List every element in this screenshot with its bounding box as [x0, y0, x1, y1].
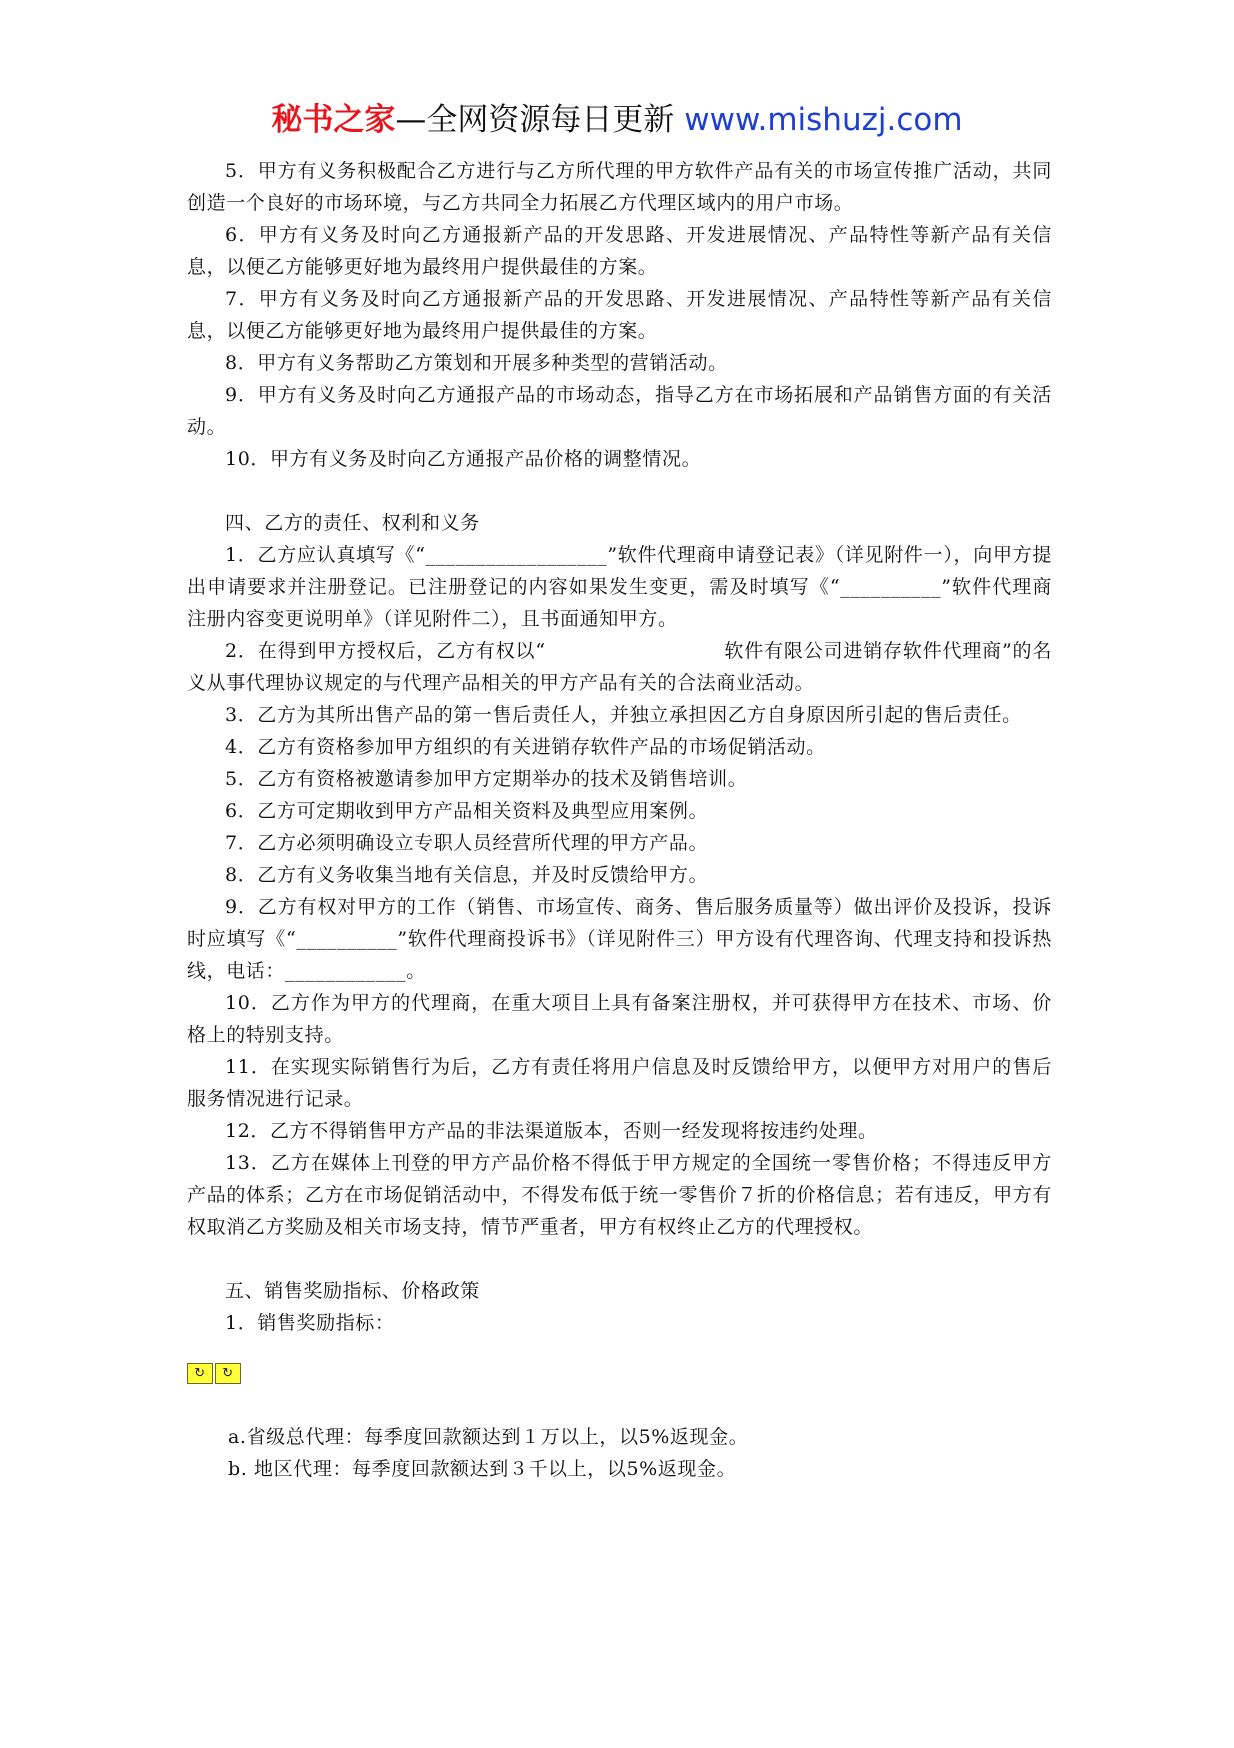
spacer: [187, 475, 1052, 507]
paragraph: 9．甲方有义务及时向乙方通报产品的市场动态，指导乙方在市场拓展和产品销售方面的有关活动。: [187, 384, 1052, 438]
paragraph: 3．乙方为其所出售产品的第一售后责任人，并独立承担因乙方自身原因所引起的售后责任。: [225, 704, 1022, 726]
paragraph: 1．销售奖励指标：: [225, 1312, 395, 1334]
paragraph: 5．甲方有义务积极配合乙方进行与乙方所代理的甲方软件产品有关的市场宣传推广活动，共同创造一个良好的市场环境，与乙方共同全力拓展乙方代理区域内的用户市场。: [187, 160, 1052, 214]
sub-item: a.省级总代理：每季度回款额达到１万以上，以5%返现金。: [228, 1426, 749, 1448]
paragraph: 10．甲方有义务及时向乙方通报产品价格的调整情况。: [225, 448, 702, 470]
paragraph: 8．乙方有义务收集当地有关信息，并及时反馈给甲方。: [225, 864, 709, 886]
header-url[interactable]: www.mishuzj.com: [674, 102, 963, 138]
document-body: [187, 155, 1052, 1485]
paragraph: 6．乙方可定期收到甲方产品相关资料及典型应用案例。: [225, 800, 709, 822]
paragraph: 6．甲方有义务及时向乙方通报新产品的开发思路、开发进展情况、产品特性等新产品有关信息，以便乙方能够更好地为最终用户提供最佳的方案。: [187, 224, 1052, 278]
site-header: [0, 100, 1234, 140]
paragraph: 12．乙方不得销售甲方产品的非法渠道版本，否则一经发现将按违约处理。: [225, 1120, 878, 1142]
embedded-object-icon[interactable]: ↻: [187, 1363, 213, 1384]
paragraph: 11．在实现实际销售行为后，乙方有责任将用户信息及时反馈给甲方，以便甲方对用户的售后服务情况进行记录。: [187, 1056, 1052, 1110]
section-heading: 四、乙方的责任、权利和义务: [225, 512, 480, 534]
paragraph: 7．乙方必须明确设立专职人员经营所代理的甲方产品。: [225, 832, 709, 854]
sub-item: b. 地区代理：每季度回款额达到３千以上，以5%返现金。: [228, 1458, 737, 1480]
embedded-objects: [187, 1363, 1052, 1385]
paragraph: 10．乙方作为甲方的代理商，在重大项目上具有备案注册权，并可获得甲方在技术、市场、价格上的特别支持。: [187, 992, 1052, 1046]
spacer: [187, 1243, 1052, 1275]
paragraph: 5．乙方有资格被邀请参加甲方定期举办的技术及销售培训。: [225, 768, 748, 790]
paragraph: 4．乙方有资格参加甲方组织的有关进销存软件产品的市场促销活动。: [225, 736, 826, 758]
paragraph: 13．乙方在媒体上刊登的甲方产品价格不得低于甲方规定的全国统一零售价格；不得违反甲方产品的体系；乙方在市场促销活动中，不得发布低于统一零售价７折的价格信息；若有违反，甲方有权取消乙方奖励及相关市场支持，情节严重者，甲方有权终止乙方的代理授权。: [187, 1152, 1052, 1238]
paragraph: 2．在得到甲方授权后，乙方有权以“ 软件有限公司进销存软件代理商”的名义从事代理协议规定的与代理产品相关的甲方产品有关的合法商业活动。: [187, 640, 1052, 694]
paragraph: 8．甲方有义务帮助乙方策划和开展多种类型的营销活动。: [225, 352, 728, 374]
paragraph: 7．甲方有义务及时向乙方通报新产品的开发思路、开发进展情况、产品特性等新产品有关信息，以便乙方能够更好地为最终用户提供最佳的方案。: [187, 288, 1052, 342]
header-brand: 秘书之家: [271, 102, 396, 138]
header-tagline: —全网资源每日更新: [395, 102, 675, 138]
paragraph: 9．乙方有权对甲方的工作（销售、市场宣传、商务、售后服务质量等）做出评价及投诉，投诉时应填写《“__________”软件代理商投诉书》（详见附件三）甲方设有代理咨询、代理支持和投诉热线，电话：____________。: [187, 896, 1052, 982]
paragraph: 1．乙方应认真填写《“__________________”软件代理商申请登记表》（详见附件一），向甲方提出申请要求并注册登记。已注册登记的内容如果发生变更，需及时填写《“__________”软件代理商注册内容变更说明单》（详见附件二），且书面通知甲方。: [187, 544, 1052, 630]
section-heading: 五、销售奖励指标、价格政策: [225, 1280, 480, 1302]
embedded-object-icon[interactable]: ↻: [215, 1363, 241, 1384]
